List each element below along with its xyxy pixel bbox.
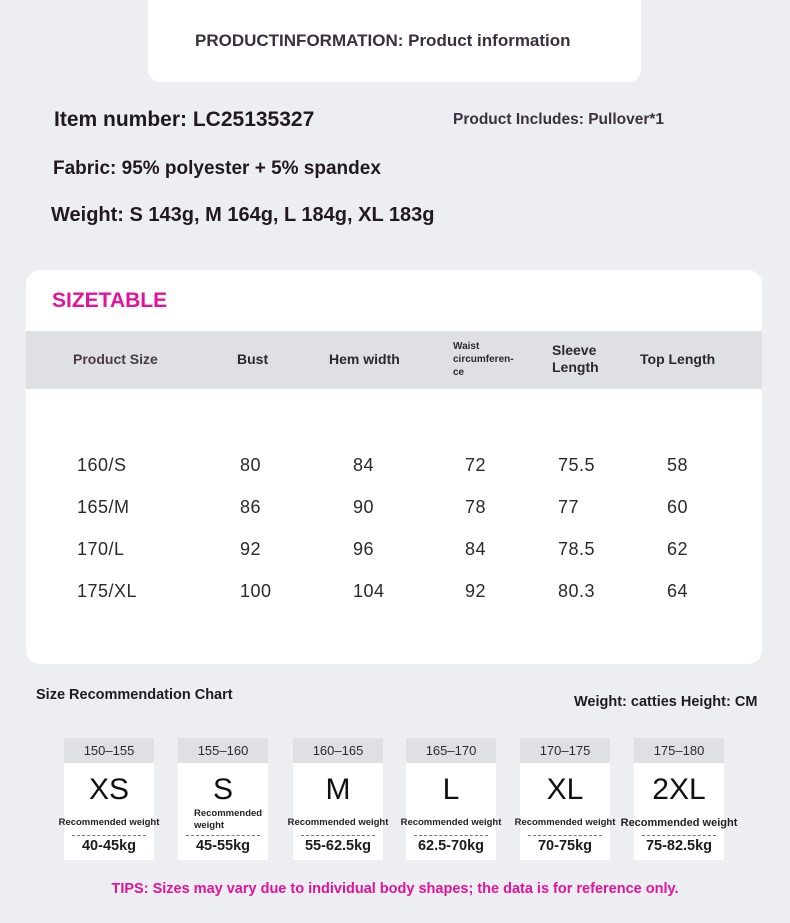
item-number: Item number: LC25135327	[54, 108, 315, 131]
header-top-length: Top Length	[640, 351, 716, 367]
height-range: 170–175	[520, 738, 610, 763]
size-table-card	[26, 270, 762, 664]
weight-range: 70-75kg	[537, 838, 592, 854]
cell-bust: 100	[240, 581, 272, 601]
weight-range: 55-62.5kg	[304, 838, 372, 854]
size-card-xl	[514, 738, 616, 860]
divider	[72, 835, 146, 836]
cell-size: 165/M	[77, 497, 130, 517]
size-table-header	[26, 331, 762, 389]
cell-sleeve: 77	[558, 497, 580, 517]
size-card-2xl	[620, 738, 738, 860]
cell-waist: 84	[465, 539, 487, 559]
header-sleeve-length: Sleeve Length	[552, 342, 599, 375]
weight-range: 62.5-70kg	[417, 838, 485, 854]
cell-size: 160/S	[77, 455, 127, 475]
cell-hem: 84	[353, 455, 375, 475]
product-weight: Weight: S 143g, M 164g, L 184g, XL 183g	[51, 204, 435, 226]
cell-top: 62	[667, 539, 689, 559]
fabric-composition: Fabric: 95% polyester + 5% spandex	[53, 158, 381, 179]
cell-hem: 96	[353, 539, 375, 559]
divider	[301, 835, 375, 836]
cell-sleeve: 80.3	[558, 581, 596, 601]
recommended-weight-label: Recommended weight	[514, 817, 616, 828]
cell-hem: 90	[353, 497, 375, 517]
size-card-xs	[58, 738, 160, 860]
cell-sleeve: 78.5	[558, 539, 596, 559]
recommendation-units: Weight: catties Height: CM	[574, 694, 758, 710]
cell-waist: 72	[465, 455, 487, 475]
height-range: 150–155	[64, 738, 154, 763]
height-range: 165–170	[406, 738, 496, 763]
header-product-size: Product Size	[73, 351, 158, 367]
product-includes: Product Includes: Pullover*1	[453, 111, 665, 128]
divider	[414, 835, 488, 836]
size-label: XS	[88, 773, 130, 806]
recommended-weight-label: Recommended weight	[400, 817, 502, 828]
recommended-weight-label: Recommended weight	[287, 817, 389, 828]
recommendation-title: Size Recommendation Chart	[36, 687, 233, 703]
cell-hem: 104	[353, 581, 385, 601]
size-card-m	[287, 738, 389, 860]
table-row	[26, 455, 762, 485]
height-range: 175–180	[634, 738, 724, 763]
cell-bust: 92	[240, 539, 262, 559]
recommended-weight-label: Recommended weight	[620, 817, 738, 829]
height-range: 155–160	[178, 738, 268, 763]
tips-note: TIPS: Sizes may vary due to individual body shapes; the data is for reference only.	[111, 881, 679, 897]
size-label: S	[212, 773, 233, 806]
product-info-card	[148, 0, 641, 82]
cell-bust: 80	[240, 455, 262, 475]
weight-range: 45-55kg	[195, 838, 250, 854]
size-card-l	[400, 738, 502, 860]
header-bust: Bust	[237, 351, 269, 367]
weight-range: 75-82.5kg	[645, 838, 713, 854]
product-info-label: PRODUCTINFORMATION: Product information	[195, 31, 571, 50]
cell-sleeve: 75.5	[558, 455, 596, 475]
header-hem-width: Hem width	[329, 351, 400, 367]
cell-size: 170/L	[77, 539, 125, 559]
divider	[186, 835, 260, 836]
size-label: M	[325, 773, 351, 806]
cell-waist: 78	[465, 497, 487, 517]
cell-top: 60	[667, 497, 689, 517]
height-range: 160–165	[293, 738, 383, 763]
recommended-weight-label: Recommended weight	[194, 808, 263, 831]
cell-bust: 86	[240, 497, 262, 517]
cell-size: 175/XL	[77, 581, 138, 601]
size-label: L	[442, 773, 460, 806]
size-table-title: SIZETABLE	[52, 289, 168, 312]
divider	[528, 835, 602, 836]
header-waist: Waist circumferen- ce	[453, 341, 514, 378]
table-row	[26, 539, 762, 569]
weight-range: 40-45kg	[81, 838, 136, 854]
size-label: XL	[546, 773, 584, 806]
divider	[642, 835, 716, 836]
table-row	[26, 497, 762, 527]
cell-top: 58	[667, 455, 689, 475]
cell-top: 64	[667, 581, 689, 601]
size-card-s	[178, 738, 268, 860]
cell-waist: 92	[465, 581, 487, 601]
recommended-weight-label: Recommended weight	[58, 817, 160, 828]
size-label: 2XL	[652, 773, 706, 806]
table-row	[26, 581, 762, 611]
